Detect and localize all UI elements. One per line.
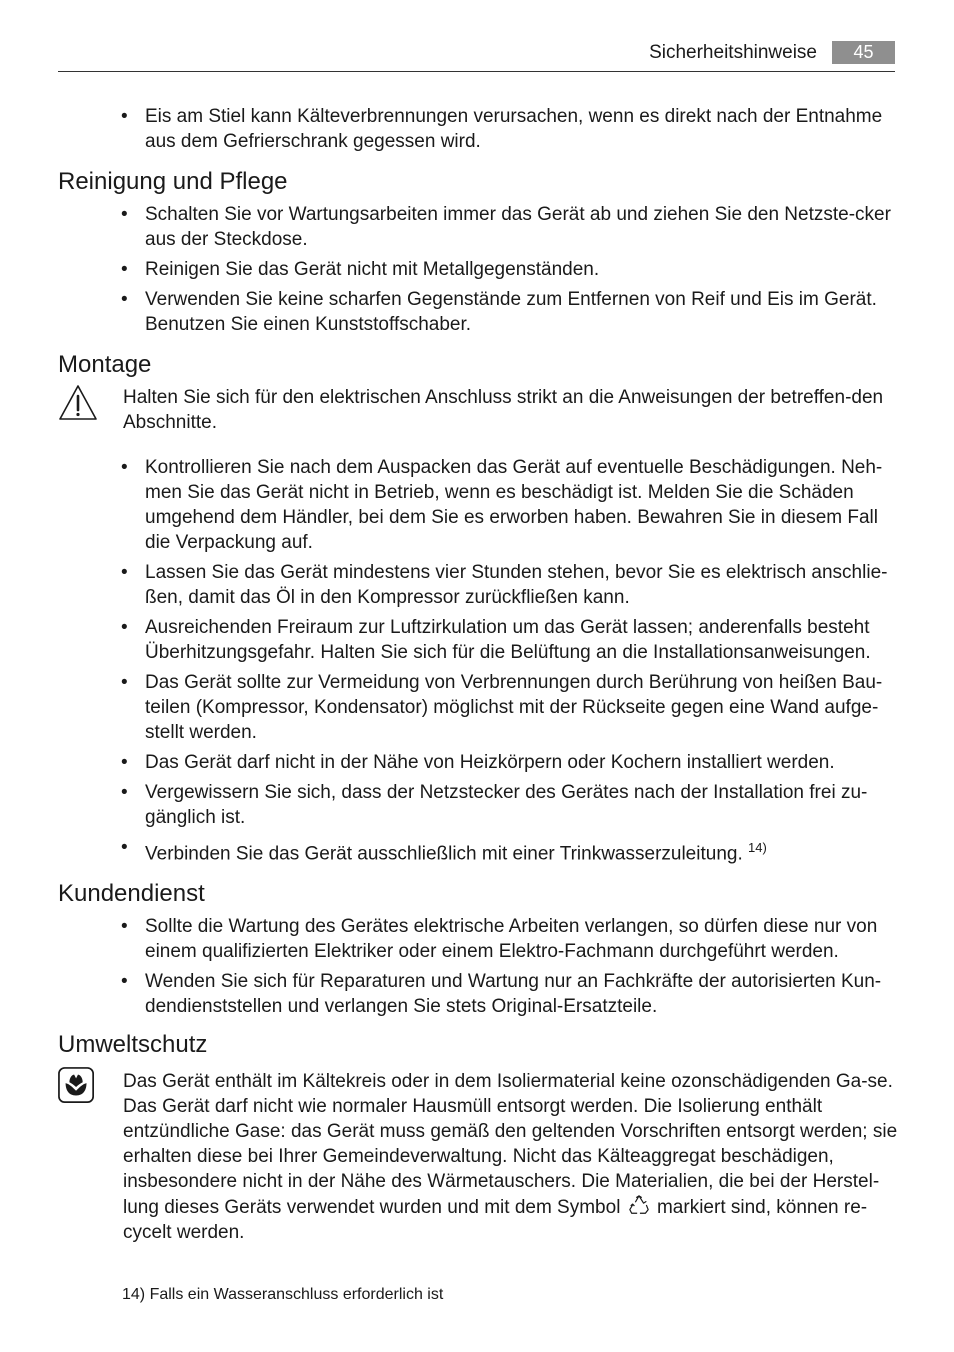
- warning-note: [58, 385, 898, 435]
- recycle-icon: [628, 1194, 650, 1216]
- list-item: • Eis am Stiel kann Kälteverbrennungen verursachen, wenn es direkt nach der Entnahme aus dem Gefrierschrank gegessen wird.: [145, 104, 898, 154]
- list-item: • Sollte die Wartung des Gerätes elektrische Arbeiten verlangen, so dürfen diese nur von einem qualifizierten Elektriker oder einem Elektro-Fachmann durchgeführt werden.: [145, 914, 898, 964]
- warning-text: Halten Sie sich für den elektrischen Anschluss strikt an die Anweisungen der betreffen-den Abschnitte.: [123, 387, 884, 433]
- environment-flower-icon: [58, 1067, 96, 1105]
- list-item-text: Verbinden Sie das Gerät ausschließlich mit einer Trinkwasserzuleitung.: [145, 843, 743, 865]
- page-content: [58, 104, 898, 1245]
- list-item: • Vergewissern Sie sich, dass der Netzstecker des Gerätes nach der Installation frei zu-gänglich ist.: [145, 780, 898, 830]
- section-title-reinigung: Reinigung und Pflege: [58, 168, 288, 195]
- header-title: Sicherheitshinweise: [649, 42, 817, 63]
- warning-triangle-icon: [58, 383, 98, 423]
- list-item: • Lassen Sie das Gerät mindestens vier Stunden stehen, bevor Sie es elektrisch anschlie-ßen, damit das Öl in den Kompressor zurückfließen kann.: [145, 560, 898, 610]
- montage-bullet-list: [58, 455, 898, 866]
- list-item: [145, 835, 898, 866]
- list-item: • Wenden Sie sich für Reparaturen und Wartung nur an Fachkräfte der autorisierten Kun-dendienststellen und verlangen Sie stets Original-Ersatzteile.: [145, 969, 898, 1019]
- page-header: [58, 40, 895, 72]
- footnote-reference: 14): [748, 840, 767, 855]
- environment-note: [58, 1069, 898, 1245]
- environment-text: Das Gerät enthält im Kältekreis oder in dem Isoliermaterial keine ozonschädigenden Ga-se. Das Gerät darf nicht wie normaler Hausmüll entsorgt werden. Die Isolierung enthält entzündliche Gase: das Gerät muss gemäß den geltenden Vorschriften entsorgt werden; sie erhalten diese bei Ihrer Gemeindeverwaltung. Nicht das Kälteaggregat beschädigen, insbesondere nicht in der Nähe des Wärmetauschers. Die Materialien, die bei der Herstel-lung dieses Geräts verwendet wurden und mit dem Symbol: [123, 1071, 898, 1219]
- list-item: • Schalten Sie vor Wartungsarbeiten immer das Gerät ab und ziehen Sie den Netzste-cker aus der Steckdose.: [145, 202, 898, 252]
- list-item: • Das Gerät darf nicht in der Nähe von Heizkörpern oder Kochern installiert werden.: [145, 750, 898, 775]
- list-item: • Das Gerät sollte zur Vermeidung von Verbrennungen durch Berührung von heißen Bau-teilen (Kompressor, Kondensator) möglichst mit der Rückseite gegen eine Wand aufge-stellt werden.: [145, 670, 898, 745]
- footnote: 14) Falls ein Wasseranschluss erforderlich ist: [122, 1286, 444, 1303]
- list-item: • Verwenden Sie keine scharfen Gegenstände zum Entfernen von Reif und Eis im Gerät. Benutzen Sie einen Kunststoffschaber.: [145, 287, 898, 337]
- environment-text-end: markiert sind, können re-cycelt werden.: [123, 1197, 868, 1244]
- intro-bullet-list: [58, 104, 898, 154]
- reinigung-bullet-list: [58, 202, 898, 337]
- section-title-montage: Montage: [58, 351, 152, 378]
- list-item: • Reinigen Sie das Gerät nicht mit Metallgegenständen.: [145, 257, 898, 282]
- kundendienst-bullet-list: [58, 914, 898, 1019]
- section-title-kundendienst: Kundendienst: [58, 880, 205, 908]
- section-title-umweltschutz: Umweltschutz: [58, 1031, 208, 1059]
- list-item: • Ausreichenden Freiraum zur Luftzirkulation um das Gerät lassen; anderenfalls besteht Überhitzungsgefahr. Halten Sie sich für die Belüftung an die Installationsanweisungen.: [145, 615, 898, 665]
- list-item: • Kontrollieren Sie nach dem Auspacken das Gerät auf eventuelle Beschädigungen. Neh-men Sie das Gerät nicht in Betrieb, wenn es beschädigt ist. Melden Sie die Schäden umgehend dem Händler, bei dem Sie es erworben haben. Bewahren Sie in diesem Fall die Verpackung auf.: [145, 455, 898, 555]
- page-number: 45: [832, 41, 895, 64]
